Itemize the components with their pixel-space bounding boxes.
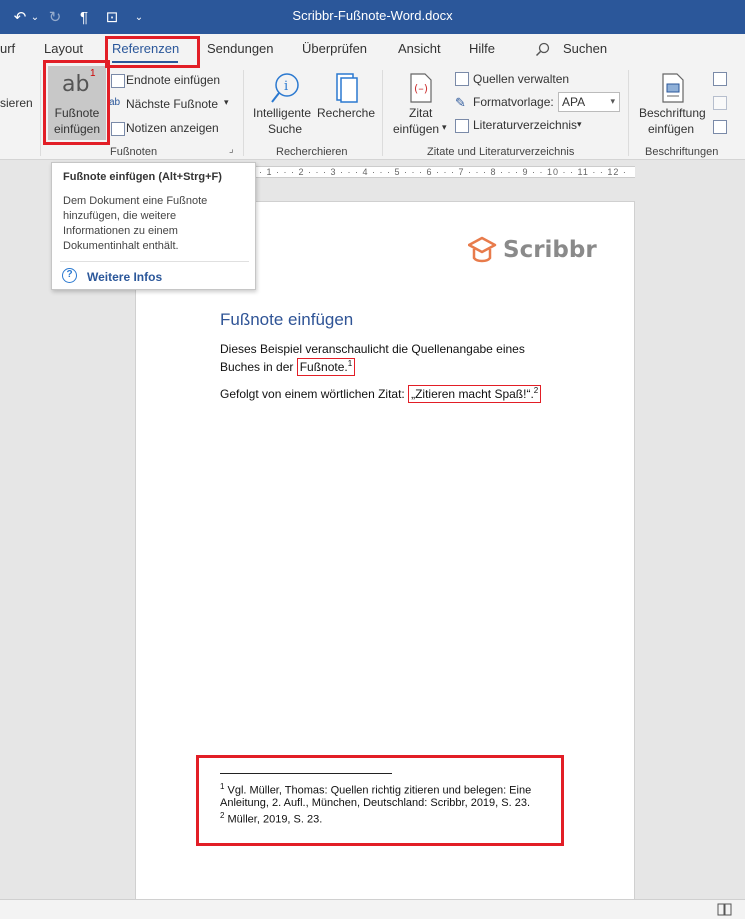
group-label-research: Recherchieren: [276, 146, 348, 158]
manage-sources-button[interactable]: Quellen verwalten: [473, 72, 570, 86]
tooltip-title: Fußnote einfügen (Alt+Strg+F): [63, 171, 222, 183]
insert-footnote-label-line2: einfügen: [53, 122, 101, 136]
footnote-marked-text-1: Fußnote.: [299, 360, 348, 374]
insert-caption-line2[interactable]: einfügen: [648, 122, 695, 136]
svg-text:(–): (–): [414, 82, 429, 95]
footnote-1-line-2: Anleitung, 2. Aufl., München, Deutschland: Scribbr, 2019, S. 23.: [220, 797, 531, 809]
footnote-icon: ab: [62, 72, 90, 97]
footnote-number-2: 2: [533, 386, 539, 395]
footnote-2-number: 2: [220, 811, 225, 820]
paragraph-2-prefix: Gefolgt von einem wörtlichen Zitat:: [220, 387, 409, 401]
paragraph-1-line-2: [220, 359, 355, 374]
paragraph-1-line-1: Dieses Beispiel veranschaulicht die Quellenangabe eines: [220, 342, 525, 356]
scribbr-logo-text: Scribbr: [503, 237, 597, 263]
insert-citation-line2[interactable]: einfügen: [393, 122, 440, 136]
insert-endnote-button[interactable]: Endnote einfügen: [126, 73, 221, 87]
footnote-1-number: 1: [220, 782, 225, 791]
partial-command[interactable]: sieren: [0, 96, 33, 110]
insert-citation-dropdown-icon[interactable]: ▾: [442, 122, 447, 132]
tab-references[interactable]: Referenzen: [112, 41, 180, 56]
highlight-footnote-area: [196, 755, 564, 846]
bibliography-icon: [455, 119, 469, 133]
insert-caption-line1[interactable]: Beschriftung: [639, 106, 706, 120]
group-separator: [382, 70, 383, 156]
next-footnote-button[interactable]: Nächste Fußnote: [126, 97, 219, 111]
tooltip-line-1: Dem Dokument eine Fußnote: [63, 195, 208, 207]
next-footnote-dropdown-icon[interactable]: ▾: [224, 97, 229, 107]
search-icon[interactable]: [535, 42, 550, 57]
smart-lookup-icon: [270, 72, 300, 106]
footnotes-launcher-icon[interactable]: ⌟: [229, 144, 234, 155]
group-label-captions: Beschriftungen: [645, 146, 719, 158]
bibliography-button[interactable]: Literaturverzeichnis: [473, 118, 578, 132]
tab-design[interactable]: urf: [0, 41, 16, 56]
show-notes-button[interactable]: Notizen anzeigen: [126, 121, 219, 135]
paragraph-1-prefix: Buches in der: [220, 360, 297, 374]
tooltip-line-2: hinzufügen, die weitere: [63, 210, 177, 222]
tab-mailings[interactable]: Sendungen: [207, 41, 274, 56]
tab-help[interactable]: Hilfe: [469, 41, 496, 56]
customize-toolbar-icon[interactable]: ⌄: [134, 11, 144, 23]
tooltip-line-4: Dokumentinhalt enthält.: [63, 240, 179, 252]
insert-footnote-label-line1: Fußnote: [54, 106, 100, 120]
insert-footnote-tooltip: [51, 162, 256, 290]
style-label: Formatvorlage:: [473, 95, 554, 109]
ruler-marks: · 1 · · · 2 · · · 3 · · · 4 · · · 5 · · · 6 · · · 7 · · · 8 · · · 9 · · 10 · · 11 · · 12 ·: [259, 167, 627, 177]
window-title: Scribbr-Fußnote-Word.docx: [292, 8, 453, 23]
group-separator: [628, 70, 629, 156]
help-icon[interactable]: ?: [62, 268, 77, 283]
footnote-1-text: Vgl. Müller, Thomas: Quellen richtig zitieren und belegen: Eine: [224, 784, 532, 797]
research-button[interactable]: Recherche: [317, 106, 376, 120]
endnote-icon: [111, 74, 125, 88]
cross-reference-icon[interactable]: [713, 120, 727, 134]
smart-lookup-line1[interactable]: Intelligente: [253, 106, 312, 120]
more-info-link[interactable]: Weitere Infos: [87, 270, 163, 284]
tooltip-line-3: Informationen zu einem: [63, 225, 178, 237]
footnote-reference-2: [408, 385, 541, 403]
paragraph-2: [220, 386, 541, 401]
footnote-icon-superscript: 1: [90, 68, 96, 79]
status-bar: [0, 899, 745, 919]
undo-icon[interactable]: ↶: [13, 9, 27, 26]
insert-citation-line1[interactable]: Zitat: [409, 106, 433, 120]
update-table-icon[interactable]: [713, 96, 727, 110]
tab-review[interactable]: Überprüfen: [302, 41, 368, 56]
style-icon: ✎: [455, 95, 466, 110]
next-footnote-icon: ab: [109, 97, 121, 108]
highlight-insert-footnote: [43, 60, 110, 145]
highlight-references-tab: [105, 36, 200, 68]
paragraph-marks-icon[interactable]: ¶: [79, 8, 89, 26]
touch-mode-icon[interactable]: ⊡: [105, 9, 119, 26]
group-label-citations: Zitate und Literaturverzeichnis: [427, 146, 575, 158]
undo-dropdown-icon[interactable]: ⌄: [30, 11, 40, 23]
group-separator: [243, 70, 244, 156]
show-notes-icon: [111, 122, 125, 136]
insert-citation-icon: [408, 72, 434, 104]
bibliography-dropdown-icon[interactable]: ▾: [577, 119, 582, 129]
chevron-down-icon: ▾: [610, 96, 615, 106]
svg-text:i: i: [284, 79, 289, 94]
manage-sources-icon: [455, 72, 469, 86]
smart-lookup-line2[interactable]: Suche: [268, 122, 303, 136]
horizontal-ruler[interactable]: [255, 166, 635, 178]
footnote-number-1: 1: [347, 359, 353, 368]
style-select-value: APA: [562, 95, 586, 109]
insert-table-of-figures-icon[interactable]: [713, 72, 727, 86]
ribbon: [0, 64, 745, 160]
style-select[interactable]: [558, 92, 620, 112]
group-separator: [40, 70, 41, 156]
research-icon: [332, 72, 360, 104]
title-bar: [0, 0, 745, 34]
insert-caption-icon: [660, 72, 686, 104]
footnote-2-text: Müller, 2019, S. 23.: [224, 813, 323, 826]
footnote-marked-text-2: „Zitieren macht Spaß!“.: [411, 387, 534, 401]
redo-icon[interactable]: ↻: [48, 9, 62, 26]
document-heading: Fußnote einfügen: [220, 310, 354, 329]
tooltip-divider: [60, 261, 249, 262]
group-label-footnotes: Fußnoten: [110, 146, 158, 158]
tab-view[interactable]: Ansicht: [398, 41, 441, 56]
tab-layout[interactable]: Layout: [44, 41, 84, 56]
search-label[interactable]: Suchen: [563, 41, 608, 56]
read-mode-icon[interactable]: [717, 903, 733, 916]
footnote-reference-1: [297, 358, 355, 376]
